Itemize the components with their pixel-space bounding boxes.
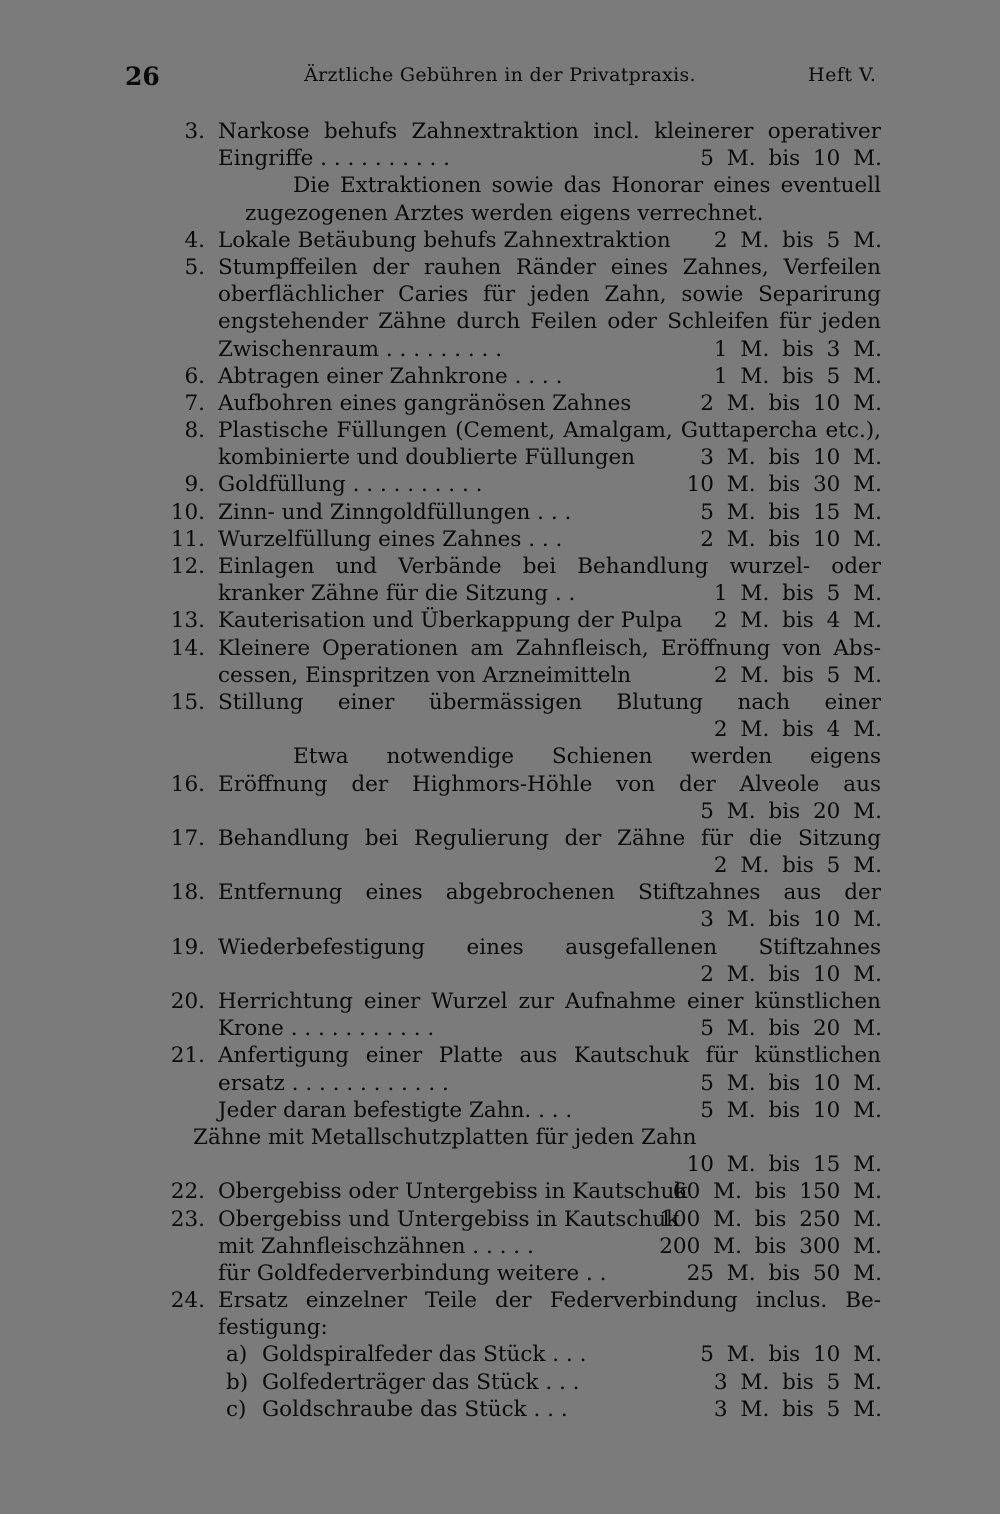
entry-line xyxy=(0,417,1000,444)
entry-price: 1 M. bis 5 M. xyxy=(713,581,882,607)
entry-price: 5 M. bis 20 M. xyxy=(700,1016,882,1042)
entry-text: Narkose behufs Zahnextraktion incl. kleinerer operativer xyxy=(218,119,881,144)
entry-text: Goldfüllung . . . . . . . . . . xyxy=(218,472,483,498)
entry-number: 15. xyxy=(170,689,205,715)
fee-entry xyxy=(0,363,1000,390)
entry-text: Eingriffe . . . . . . . . . . xyxy=(218,146,451,172)
entry-number: 8. xyxy=(184,418,205,444)
page-number: 26 xyxy=(125,62,160,91)
entry-text: Wurzelfüllung eines Zahnes . . . xyxy=(218,526,563,552)
entry-line xyxy=(0,471,1000,498)
entry-number: 5. xyxy=(184,254,205,280)
subitem-label: a) xyxy=(226,1342,248,1368)
entry-line xyxy=(0,1287,1000,1314)
entry-line xyxy=(0,363,1000,390)
entry-extra-line xyxy=(0,1260,1000,1287)
entry-text: Einlagen und Verbände bei Behandlung wurzel- oder xyxy=(218,554,881,579)
entry-number: 7. xyxy=(184,390,205,416)
entry-number: 18. xyxy=(170,880,205,906)
entry-number: 9. xyxy=(184,472,205,498)
fee-entry xyxy=(0,689,1000,771)
entry-number: 21. xyxy=(170,1043,205,1069)
entry-line xyxy=(0,1015,1000,1042)
entry-number: 4. xyxy=(184,227,205,253)
fee-entry xyxy=(0,635,1000,689)
entry-line xyxy=(0,308,1000,335)
subitem-label: c) xyxy=(226,1396,247,1422)
entry-text: Entfernung eines abgebrochenen Stiftzahnes aus der xyxy=(218,880,881,906)
subitem-text: Golfederträger das Stück . . . xyxy=(262,1369,580,1395)
page-header xyxy=(0,62,1000,92)
fee-entry xyxy=(0,1287,1000,1423)
entry-price: 3 M. bis 10 M. xyxy=(700,445,882,471)
entry-line xyxy=(0,254,1000,281)
entry-price: 1 M. bis 3 M. xyxy=(713,336,882,362)
entry-extra-line xyxy=(0,1124,1000,1151)
entry-subitem xyxy=(0,1341,1000,1368)
fee-entry xyxy=(0,390,1000,417)
entry-note: Die Extraktionen sowie das Honorar eines eventuell xyxy=(293,173,881,199)
entry-price: 2 M. bis 4 M. xyxy=(713,717,882,743)
entry-price: 100 M. bis 250 M. xyxy=(659,1206,882,1232)
fee-entry xyxy=(0,1042,1000,1178)
fee-entry xyxy=(0,254,1000,363)
subitem-label: b) xyxy=(226,1369,249,1395)
entry-price: 2 M. bis 10 M. xyxy=(700,390,882,416)
entry-line xyxy=(0,1314,1000,1341)
entry-price: 2 M. bis 10 M. xyxy=(700,961,882,987)
entry-line xyxy=(0,118,1000,145)
entry-line xyxy=(0,553,1000,580)
entry-note-line xyxy=(0,743,1000,770)
entry-text: Plastische Füllungen (Cement, Amalgam, Guttapercha etc.), xyxy=(218,418,881,444)
entry-line xyxy=(0,798,1000,825)
entry-text: Wiederbefestigung eines ausgefallenen Stiftzahnes xyxy=(218,934,881,960)
entry-subitem xyxy=(0,1369,1000,1396)
entry-number: 10. xyxy=(170,499,205,525)
entry-line xyxy=(0,771,1000,798)
fee-entry xyxy=(0,417,1000,471)
fee-entry xyxy=(0,934,1000,988)
entry-number: 11. xyxy=(170,526,205,552)
fee-list xyxy=(0,118,1000,1423)
fee-entry xyxy=(0,771,1000,825)
entry-number: 14. xyxy=(170,635,205,661)
fee-entry xyxy=(0,471,1000,498)
entry-text: Stillung einer übermässigen Blutung nach einer xyxy=(218,689,881,715)
entry-text: Kleinere Operationen am Zahnfleisch, Eröffnung von Abs- xyxy=(218,635,881,661)
entry-number: 19. xyxy=(170,934,205,960)
entry-price: 3 M. bis 10 M. xyxy=(700,907,882,933)
fee-entry xyxy=(0,553,1000,607)
entry-text: engstehender Zähne durch Feilen oder Schleifen für jeden xyxy=(218,309,881,335)
entry-line xyxy=(0,879,1000,906)
subitem-text: Goldschraube das Stück . . . xyxy=(262,1396,568,1422)
entry-text: Herrichtung einer Wurzel zur Aufnahme einer künstlichen xyxy=(218,989,881,1014)
entry-text: Obergebiss und Untergebiss in Kautschuk xyxy=(218,1206,680,1232)
fee-entry xyxy=(0,607,1000,634)
entry-number: 24. xyxy=(170,1288,205,1314)
entry-line xyxy=(0,281,1000,308)
entry-note: Etwa notwendige Schienen werden eigens xyxy=(293,744,881,770)
subitem-text: Goldspiralfeder das Stück . . . xyxy=(262,1342,587,1368)
entry-subitem xyxy=(0,1396,1000,1423)
entry-line xyxy=(0,988,1000,1015)
entry-extra-text: für Goldfederverbindung weitere . . xyxy=(218,1260,607,1286)
entry-text: oberflächlicher Caries für jeden Zahn, sowie Separirung xyxy=(218,282,881,308)
entry-price: 2 M. bis 10 M. xyxy=(700,526,882,552)
entry-number: 12. xyxy=(170,554,205,579)
entry-line xyxy=(0,1178,1000,1205)
entry-number: 13. xyxy=(170,608,205,634)
fee-entry xyxy=(0,499,1000,526)
entry-price: 10 M. bis 30 M. xyxy=(686,472,882,498)
fee-entry xyxy=(0,879,1000,933)
entry-note: zugezogenen Arztes werden eigens verrechnet. xyxy=(245,200,764,226)
entry-extra-line xyxy=(0,1151,1000,1178)
entry-line xyxy=(0,635,1000,662)
entry-line xyxy=(0,906,1000,933)
entry-number: 6. xyxy=(184,363,205,389)
entry-extra-line xyxy=(0,1233,1000,1260)
entry-text: kranker Zähne für die Sitzung . . xyxy=(218,581,576,607)
entry-text: Zwischenraum . . . . . . . . . xyxy=(218,336,503,362)
entry-line xyxy=(0,145,1000,172)
entry-price: 2 M. bis 5 M. xyxy=(713,662,882,688)
entry-text: Kauterisation und Überkappung der Pulpa xyxy=(218,608,683,634)
entry-text: Behandlung bei Regulierung der Zähne für die Sitzung xyxy=(218,825,881,851)
entry-number: 17. xyxy=(170,825,205,851)
entry-line xyxy=(0,825,1000,852)
entry-price: 2 M. bis 4 M. xyxy=(713,608,882,634)
entry-text: Stumpffeilen der rauhen Ränder eines Zahnes, Verfeilen xyxy=(218,254,881,280)
entry-text: Aufbohren eines gangränösen Zahnes xyxy=(218,390,632,416)
entry-price: 1 M. bis 5 M. xyxy=(713,363,882,389)
entry-price: 5 M. bis 20 M. xyxy=(700,798,882,824)
fee-entry xyxy=(0,825,1000,879)
fee-entry xyxy=(0,118,1000,227)
entry-extra-text: Zähne mit Metallschutzplatten für jeden Zahn xyxy=(193,1124,697,1150)
entry-note-line xyxy=(0,200,1000,227)
entry-line xyxy=(0,689,1000,716)
entry-line xyxy=(0,607,1000,634)
fee-entry xyxy=(0,526,1000,553)
entry-text: kombinierte und doublierte Füllungen xyxy=(218,445,636,471)
entry-text: Zinn- und Zinngoldfüllungen . . . xyxy=(218,499,572,525)
entry-line xyxy=(0,1206,1000,1233)
entry-line xyxy=(0,526,1000,553)
entry-price: 5 M. bis 15 M. xyxy=(700,499,882,525)
section-label: Heft V. xyxy=(808,64,877,86)
entry-price: 5 M. bis 10 M. xyxy=(700,1070,882,1096)
entry-price: 5 M. bis 10 M. xyxy=(700,146,882,172)
entry-line xyxy=(0,444,1000,471)
entry-note-line xyxy=(0,172,1000,199)
entry-line xyxy=(0,336,1000,363)
entry-extra-text: Jeder daran befestigte Zahn. . . . xyxy=(218,1097,573,1123)
entry-number: 3. xyxy=(184,119,205,144)
entry-text: Obergebiss oder Untergebiss in Kautschuk xyxy=(218,1179,688,1205)
entry-line xyxy=(0,499,1000,526)
entry-text: festigung: xyxy=(218,1315,328,1341)
entry-extra-text: mit Zahnfleischzähnen . . . . . xyxy=(218,1233,534,1259)
entry-line xyxy=(0,1042,1000,1069)
fee-entry xyxy=(0,1206,1000,1288)
subitem-price: 5 M. bis 10 M. xyxy=(700,1342,882,1368)
entry-text: Eröffnung der Highmors-Höhle von der Alveole aus xyxy=(218,771,881,797)
fee-entry xyxy=(0,227,1000,254)
entry-price: 2 M. bis 5 M. xyxy=(713,853,882,879)
entry-extra-price: 5 M. bis 10 M. xyxy=(700,1097,882,1123)
entry-line xyxy=(0,662,1000,689)
entry-text: Lokale Betäubung behufs Zahnextraktion xyxy=(218,227,671,253)
entry-line xyxy=(0,961,1000,988)
entry-text: Ersatz einzelner Teile der Federverbindung inclus. Be- xyxy=(218,1288,881,1314)
entry-line xyxy=(0,716,1000,743)
entry-number: 22. xyxy=(170,1179,205,1205)
entry-line xyxy=(0,852,1000,879)
entry-text: ersatz . . . . . . . . . . . . xyxy=(218,1070,449,1096)
entry-text: Abtragen einer Zahnkrone . . . . xyxy=(218,363,563,389)
entry-extra-price: 200 M. bis 300 M. xyxy=(659,1233,882,1259)
entry-text: Anfertigung einer Platte aus Kautschuk für künstlichen xyxy=(218,1043,881,1069)
entry-price: 2 M. bis 5 M. xyxy=(713,227,882,253)
running-title: Ärztliche Gebühren in der Privatpraxis. xyxy=(304,64,696,86)
entry-line xyxy=(0,227,1000,254)
fee-entry xyxy=(0,988,1000,1042)
entry-text: cessen, Einspritzen von Arzneimitteln xyxy=(218,662,632,688)
entry-number: 16. xyxy=(170,771,205,797)
entry-text: Krone . . . . . . . . . . . xyxy=(218,1016,435,1042)
entry-line xyxy=(0,1070,1000,1097)
subitem-price: 3 M. bis 5 M. xyxy=(713,1396,882,1422)
subitem-price: 3 M. bis 5 M. xyxy=(713,1369,882,1395)
fee-entry xyxy=(0,1178,1000,1205)
entry-line xyxy=(0,580,1000,607)
entry-number: 23. xyxy=(170,1206,205,1232)
entry-number: 20. xyxy=(170,989,205,1014)
entry-price: 60 M. bis 150 M. xyxy=(672,1179,882,1205)
entry-extra-price: 10 M. bis 15 M. xyxy=(686,1152,882,1178)
entry-line xyxy=(0,390,1000,417)
entry-line xyxy=(0,934,1000,961)
entry-extra-line xyxy=(0,1097,1000,1124)
entry-extra-price: 25 M. bis 50 M. xyxy=(686,1260,882,1286)
